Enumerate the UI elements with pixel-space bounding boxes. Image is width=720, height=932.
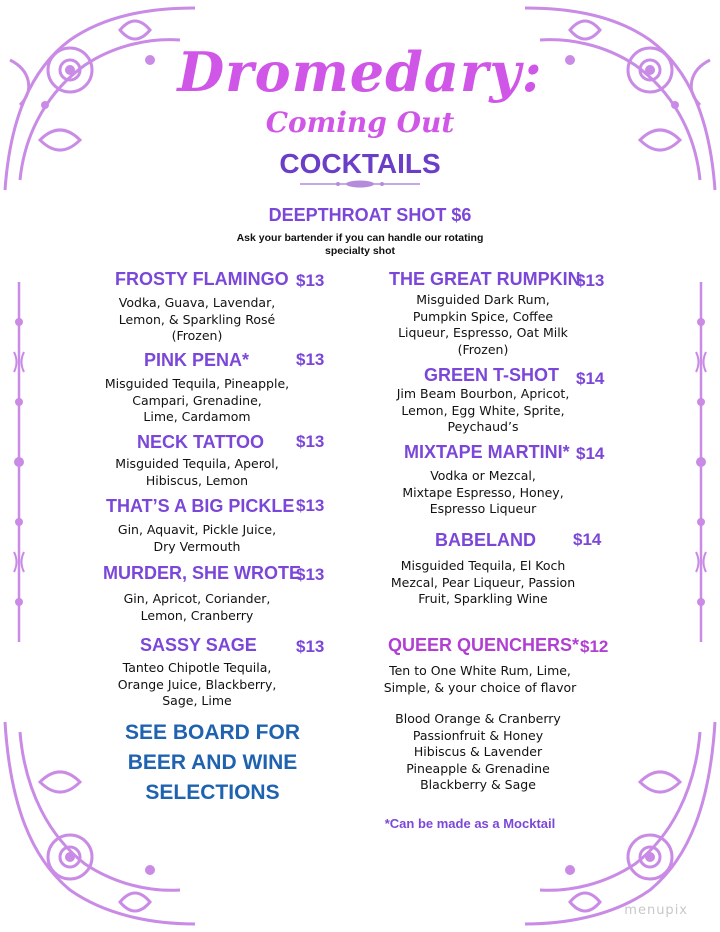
menu-item-name: NECK TATTOO [137,432,264,452]
menu-item-price: $13 [296,565,325,584]
queer-quenchers-price: $12 [580,637,609,656]
menu-item-name: SASSY SAGE [140,635,257,655]
special-shot-note: Ask your bartender if you can handle our rotating specialty shot [236,232,484,257]
side-ornament-right [694,282,708,642]
menu-item-name: BABELAND [435,530,536,550]
special-shot-title: DEEPTHROAT SHOT $6 [268,205,472,225]
menu-item-name: FROSTY FLAMINGO [115,269,289,289]
menu-item-price: $13 [296,350,325,369]
queer-quenchers-flavors: Blood Orange & Cranberry Passionfruit & Honey Hibiscus & Lavender Pineapple & Grenadine Blackberry & Sage [395,711,561,792]
menu-item-name: MIXTAPE MARTINI* [404,442,570,462]
menu-item-desc: Vodka, Guava, Lavendar, Lemon, & Sparkling Rosé (Frozen) [118,295,276,343]
menu-item-name: THE GREAT RUMPKIN [389,269,581,289]
menu-item-desc: Misguided Tequila, Aperol, Hibiscus, Lemon [115,456,279,488]
brand-subtitle: Coming Out [265,106,455,139]
menu-item-desc: Gin, Aquavit, Pickle Juice, Dry Vermouth [117,522,277,554]
menu-item-desc: Misguided Tequila, Pineapple, Campari, Grenadine, Lime, Cardamom [104,376,290,424]
menu-item-price: $13 [296,432,325,451]
menu-item-price: $13 [576,271,605,290]
beer-wine-board-note: SEE BOARD FOR BEER AND WINE SELECTIONS [124,721,300,804]
side-ornament-left [12,282,26,642]
menu-item-price: $13 [296,271,325,290]
menu-item-price: $13 [296,496,325,515]
menu-item-desc: Gin, Apricot, Coriander, Lemon, Cranberry [123,591,271,623]
brand-title: Dromedary: [177,40,543,104]
menu-item-name: GREEN T-SHOT [424,365,560,385]
menu-item-price: $14 [576,369,605,388]
menu-item-desc: Tanteo Chipotle Tequila, Orange Juice, Blackberry, Sage, Lime [117,660,277,708]
title-divider [300,180,420,188]
menu-item-desc: Misguided Dark Rum, Pumpkin Spice, Coffee Liqueur, Espresso, Oat Milk (Frozen) [398,292,568,357]
queer-quenchers-title: QUEER QUENCHERS* [388,635,580,655]
menu-item-name: MURDER, SHE WROTE [103,563,301,583]
section-title: COCKTAILS [279,148,441,179]
menu-item-price: $13 [296,637,325,656]
mocktail-note: *Can be made as a Mocktail [384,816,556,831]
menu-item-name: PINK PENA* [144,350,250,370]
menu-item-desc: Misguided Tequila, El Koch Mezcal, Pear Liqueur, Passion Fruit, Sparkling Wine [390,558,576,606]
menu-item-desc: Vodka or Mezcal, Mixtape Espresso, Honey, Espresso Liqueur [402,468,564,516]
menu-item-name: THAT’S A BIG PICKLE [106,496,295,516]
menu-item-price: $14 [573,530,602,549]
watermark: menupix [624,903,688,918]
queer-quenchers-desc: Ten to One White Rum, Lime, Simple, & your choice of flavor [383,663,577,695]
menu-item-price: $14 [576,444,605,463]
menu-item-desc: Jim Beam Bourbon, Apricot, Lemon, Egg White, Sprite, Peychaud’s [396,386,570,434]
